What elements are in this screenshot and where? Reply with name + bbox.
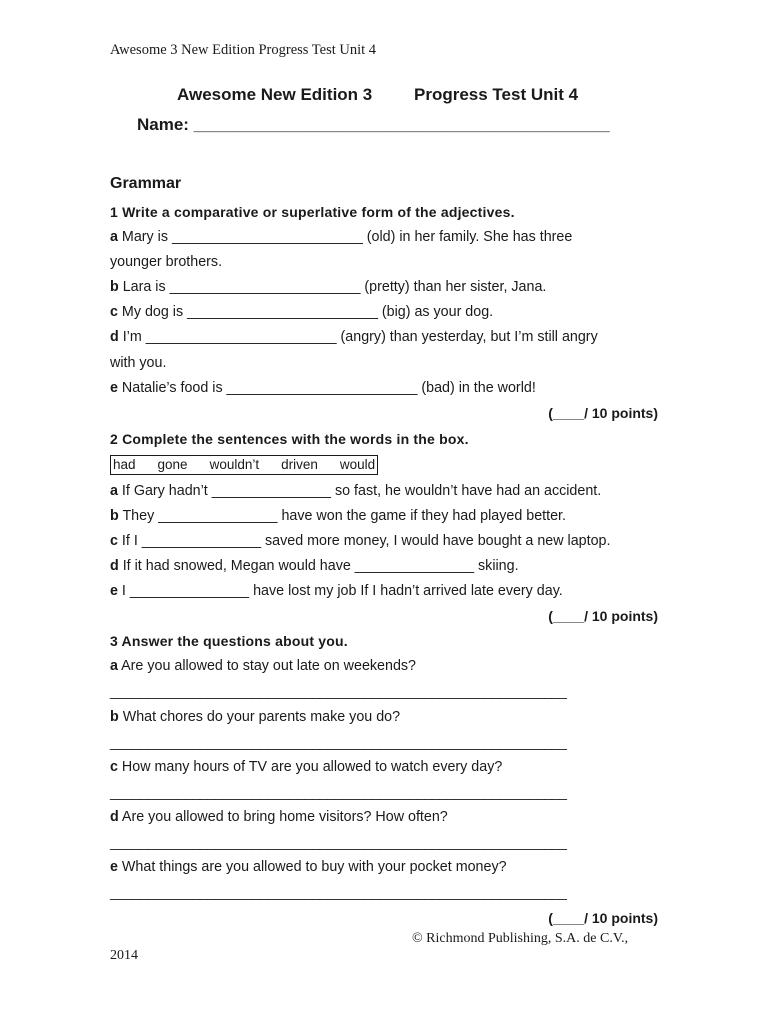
q3-item-letter: d: [110, 809, 119, 825]
word-box: [110, 455, 378, 475]
q3-item: [110, 759, 502, 775]
q2-item: [110, 558, 519, 574]
q1-item-text: Mary is ________________________ (old) in her family. She has three: [117, 229, 573, 245]
q2-item: [110, 533, 610, 549]
word-box-item: would: [339, 457, 376, 472]
q3-prompt: 3 Answer the questions about you.: [110, 633, 348, 649]
answer-line: _____________________________________________________________: [110, 683, 567, 699]
answer-line: _____________________________________________________________: [110, 884, 567, 900]
word-box-item: wouldn’t: [209, 457, 260, 472]
q2-item-letter: c: [110, 533, 118, 549]
q1-item: [110, 329, 598, 345]
q1-item-letter: b: [110, 279, 119, 295]
q1-item-letter: e: [110, 380, 118, 396]
q2-item-text: I _______________ have lost my job If I hadn’t arrived late every day.: [117, 583, 563, 599]
q1-item-letter: a: [110, 229, 118, 245]
q1-item: [110, 229, 572, 245]
answer-line: _____________________________________________________________: [110, 834, 567, 850]
q3-item-letter: b: [110, 709, 119, 725]
test-title: Progress Test Unit 4: [414, 85, 579, 104]
name-field: Name: ____________________________________________: [137, 115, 610, 134]
q2-item: [110, 483, 601, 499]
q1-item-text: I’m ________________________ (angry) than yesterday, but I’m still angry: [118, 329, 598, 345]
q1-item: [110, 254, 222, 270]
q2-item-letter: a: [110, 483, 118, 499]
q1-prompt: 1 Write a comparative or superlative form of the adjectives.: [110, 204, 515, 220]
word-box-item: gone: [157, 457, 188, 472]
q1-item-text: Lara is ________________________ (pretty) than her sister, Jana.: [118, 279, 547, 295]
q2-item-text: If I _______________ saved more money, I would have bought a new laptop.: [117, 533, 611, 549]
q2-item-letter: b: [110, 508, 119, 524]
q1-item: [110, 355, 166, 371]
q2-points: (____/ 10 points): [548, 608, 658, 624]
q3-item: [110, 809, 448, 825]
q1-item: [110, 380, 536, 396]
q3-item: [110, 658, 416, 674]
q1-item: [110, 304, 493, 320]
q3-item-letter: e: [110, 859, 118, 875]
q2-prompt: 2 Complete the sentences with the words in the box.: [110, 431, 469, 447]
q1-item-text: younger brothers.: [110, 254, 223, 270]
q1-item: [110, 279, 546, 295]
q2-item-text: They _______________ have won the game if they had played better.: [118, 508, 566, 524]
q1-item-letter: c: [110, 304, 118, 320]
q2-item-text: If it had snowed, Megan would have _______________ skiing.: [118, 558, 519, 574]
q3-item-text: What chores do your parents make you do?: [118, 709, 401, 725]
q3-item-letter: c: [110, 759, 118, 775]
q3-item: [110, 859, 507, 875]
q1-item-letter: d: [110, 329, 119, 345]
book-title: Awesome New Edition 3: [177, 85, 373, 104]
q3-item-text: Are you allowed to bring home visitors? How often?: [118, 809, 448, 825]
q2-item-letter: e: [110, 583, 118, 599]
q2-item-text: If Gary hadn’t _______________ so fast, he wouldn’t have had an accident.: [117, 483, 602, 499]
q3-item-text: How many hours of TV are you allowed to watch every day?: [117, 759, 503, 775]
q3-item-text: What things are you allowed to buy with your pocket money?: [117, 859, 507, 875]
page-header: Awesome 3 New Edition Progress Test Unit 4: [110, 42, 377, 58]
q1-points: (____/ 10 points): [548, 405, 658, 421]
q1-item-text: with you.: [110, 355, 167, 371]
q1-item-text: Natalie’s food is ________________________ (bad) in the world!: [117, 380, 536, 396]
q3-item-text: Are you allowed to stay out late on weekends?: [117, 658, 416, 674]
q3-item-letter: a: [110, 658, 118, 674]
word-box-item: had: [113, 457, 136, 472]
q3-points: (____/ 10 points): [548, 910, 658, 926]
answer-line: _____________________________________________________________: [110, 734, 567, 750]
q1-item-text: My dog is ________________________ (big) as your dog.: [117, 304, 494, 320]
q3-item: [110, 709, 400, 725]
q2-item: [110, 583, 563, 599]
section-title: Grammar: [110, 175, 182, 192]
footer-copyright: © Richmond Publishing, S.A. de C.V.,: [412, 931, 629, 946]
q2-item: [110, 508, 566, 524]
word-box-item: driven: [281, 457, 318, 472]
q2-item-letter: d: [110, 558, 119, 574]
footer-year: 2014: [110, 948, 138, 963]
answer-line: _____________________________________________________________: [110, 784, 567, 800]
